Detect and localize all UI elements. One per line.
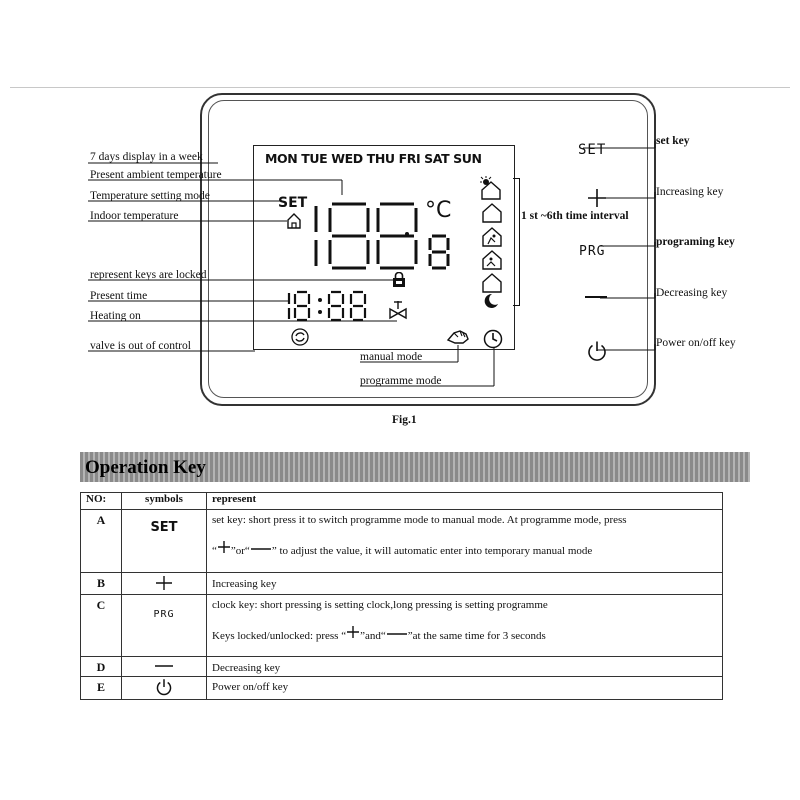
decreasing-key-label: Decreasing key (656, 287, 728, 299)
set-key-label: set key (656, 135, 690, 147)
minus-icon (386, 631, 408, 639)
row-description (207, 595, 723, 657)
row-line: clock key: short pressing is setting clock,long pressing is setting programme (212, 599, 548, 611)
plus-icon[interactable] (587, 188, 607, 213)
interval-bracket (513, 178, 520, 306)
clock-icon (483, 329, 503, 354)
set-key[interactable]: SET (578, 142, 607, 158)
callout-keys-locked: represent keys are locked (90, 269, 207, 281)
row-no: C (81, 595, 122, 657)
plus-icon (346, 625, 360, 639)
lcd-weekdays: MON TUE WED THU FRI SAT SUN (265, 151, 482, 166)
figure-caption: Fig.1 (392, 414, 417, 426)
power-icon (155, 678, 173, 696)
row-no: D (81, 657, 122, 677)
table-row (81, 657, 723, 677)
row-line (212, 625, 717, 643)
text-part: ”or“ (230, 545, 250, 557)
minus-icon (153, 660, 175, 672)
operation-key-table (80, 492, 723, 700)
text-part: ”at the same time for 3 seconds (407, 630, 546, 642)
power-icon[interactable] (586, 340, 608, 367)
increasing-key-label: Increasing key (656, 186, 724, 198)
header-symbols: symbols (122, 493, 207, 510)
table-row (81, 573, 723, 595)
header-no: NO: (81, 493, 122, 510)
text-part: ”and“ (360, 630, 386, 642)
prg-key[interactable]: PRG (579, 244, 606, 259)
callout-ambient-temp: Present ambient temperature (90, 169, 222, 181)
callout-valve-out-of-control: valve is out of control (90, 340, 191, 352)
moon-icon (482, 292, 500, 315)
sun-house-icon (478, 176, 502, 205)
callout-programme-mode: programme mode (360, 375, 442, 387)
plus-icon (217, 540, 231, 554)
table-row (81, 595, 723, 657)
callout-present-time: Present time (90, 290, 148, 302)
set-key-symbol: SET (150, 520, 178, 535)
callout-heating-on: Heating on (90, 310, 141, 322)
row-description: Increasing key (207, 573, 723, 595)
callout-manual-mode: manual mode (360, 351, 423, 363)
power-key-label: Power on/off key (656, 337, 736, 349)
row-line (212, 540, 717, 558)
lock-icon (392, 272, 406, 293)
row-no: E (81, 677, 122, 700)
row-line: set key: short press it to switch programme mode to manual mode. At programme mode, press (212, 514, 627, 526)
minus-icon[interactable] (585, 296, 607, 298)
house-icon (287, 213, 301, 234)
row-no: B (81, 573, 122, 595)
programing-key-label: programing key (656, 236, 735, 248)
prg-key-symbol: PRG (153, 609, 175, 620)
table-row (81, 510, 723, 573)
lcd-set-indicator: SET (278, 195, 308, 211)
callout-temp-setting-mode: Temperature setting mode (90, 190, 210, 202)
header-represent: represent (207, 493, 723, 510)
text-part: “ (212, 545, 217, 557)
table-row (81, 677, 723, 700)
row-description: Decreasing key (207, 657, 723, 677)
heating-valve-icon (389, 300, 407, 325)
minus-icon (250, 546, 272, 554)
text-part: ” to adjust the value, it will automatic enter into temporary manual mode (271, 545, 593, 557)
temperature-digits (310, 200, 480, 275)
celsius-unit: °C (425, 198, 452, 223)
table-header-row (81, 493, 723, 510)
row-description (207, 510, 723, 573)
valve-fault-icon (290, 327, 310, 352)
period-1-house-icon (481, 202, 503, 229)
hand-icon (446, 328, 470, 351)
row-description: Power on/off key (207, 677, 723, 700)
row-no: A (81, 510, 122, 573)
callout-7-days: 7 days display in a week (90, 151, 203, 163)
operation-key-title: Operation Key (85, 457, 206, 478)
callout-indoor-temp: Indoor temperature (90, 210, 179, 222)
plus-icon (155, 575, 173, 591)
text-part: Keys locked/unlocked: press “ (212, 630, 347, 642)
callout-time-interval: 1 st ~6th time interval (521, 210, 629, 222)
time-digits (285, 290, 377, 322)
